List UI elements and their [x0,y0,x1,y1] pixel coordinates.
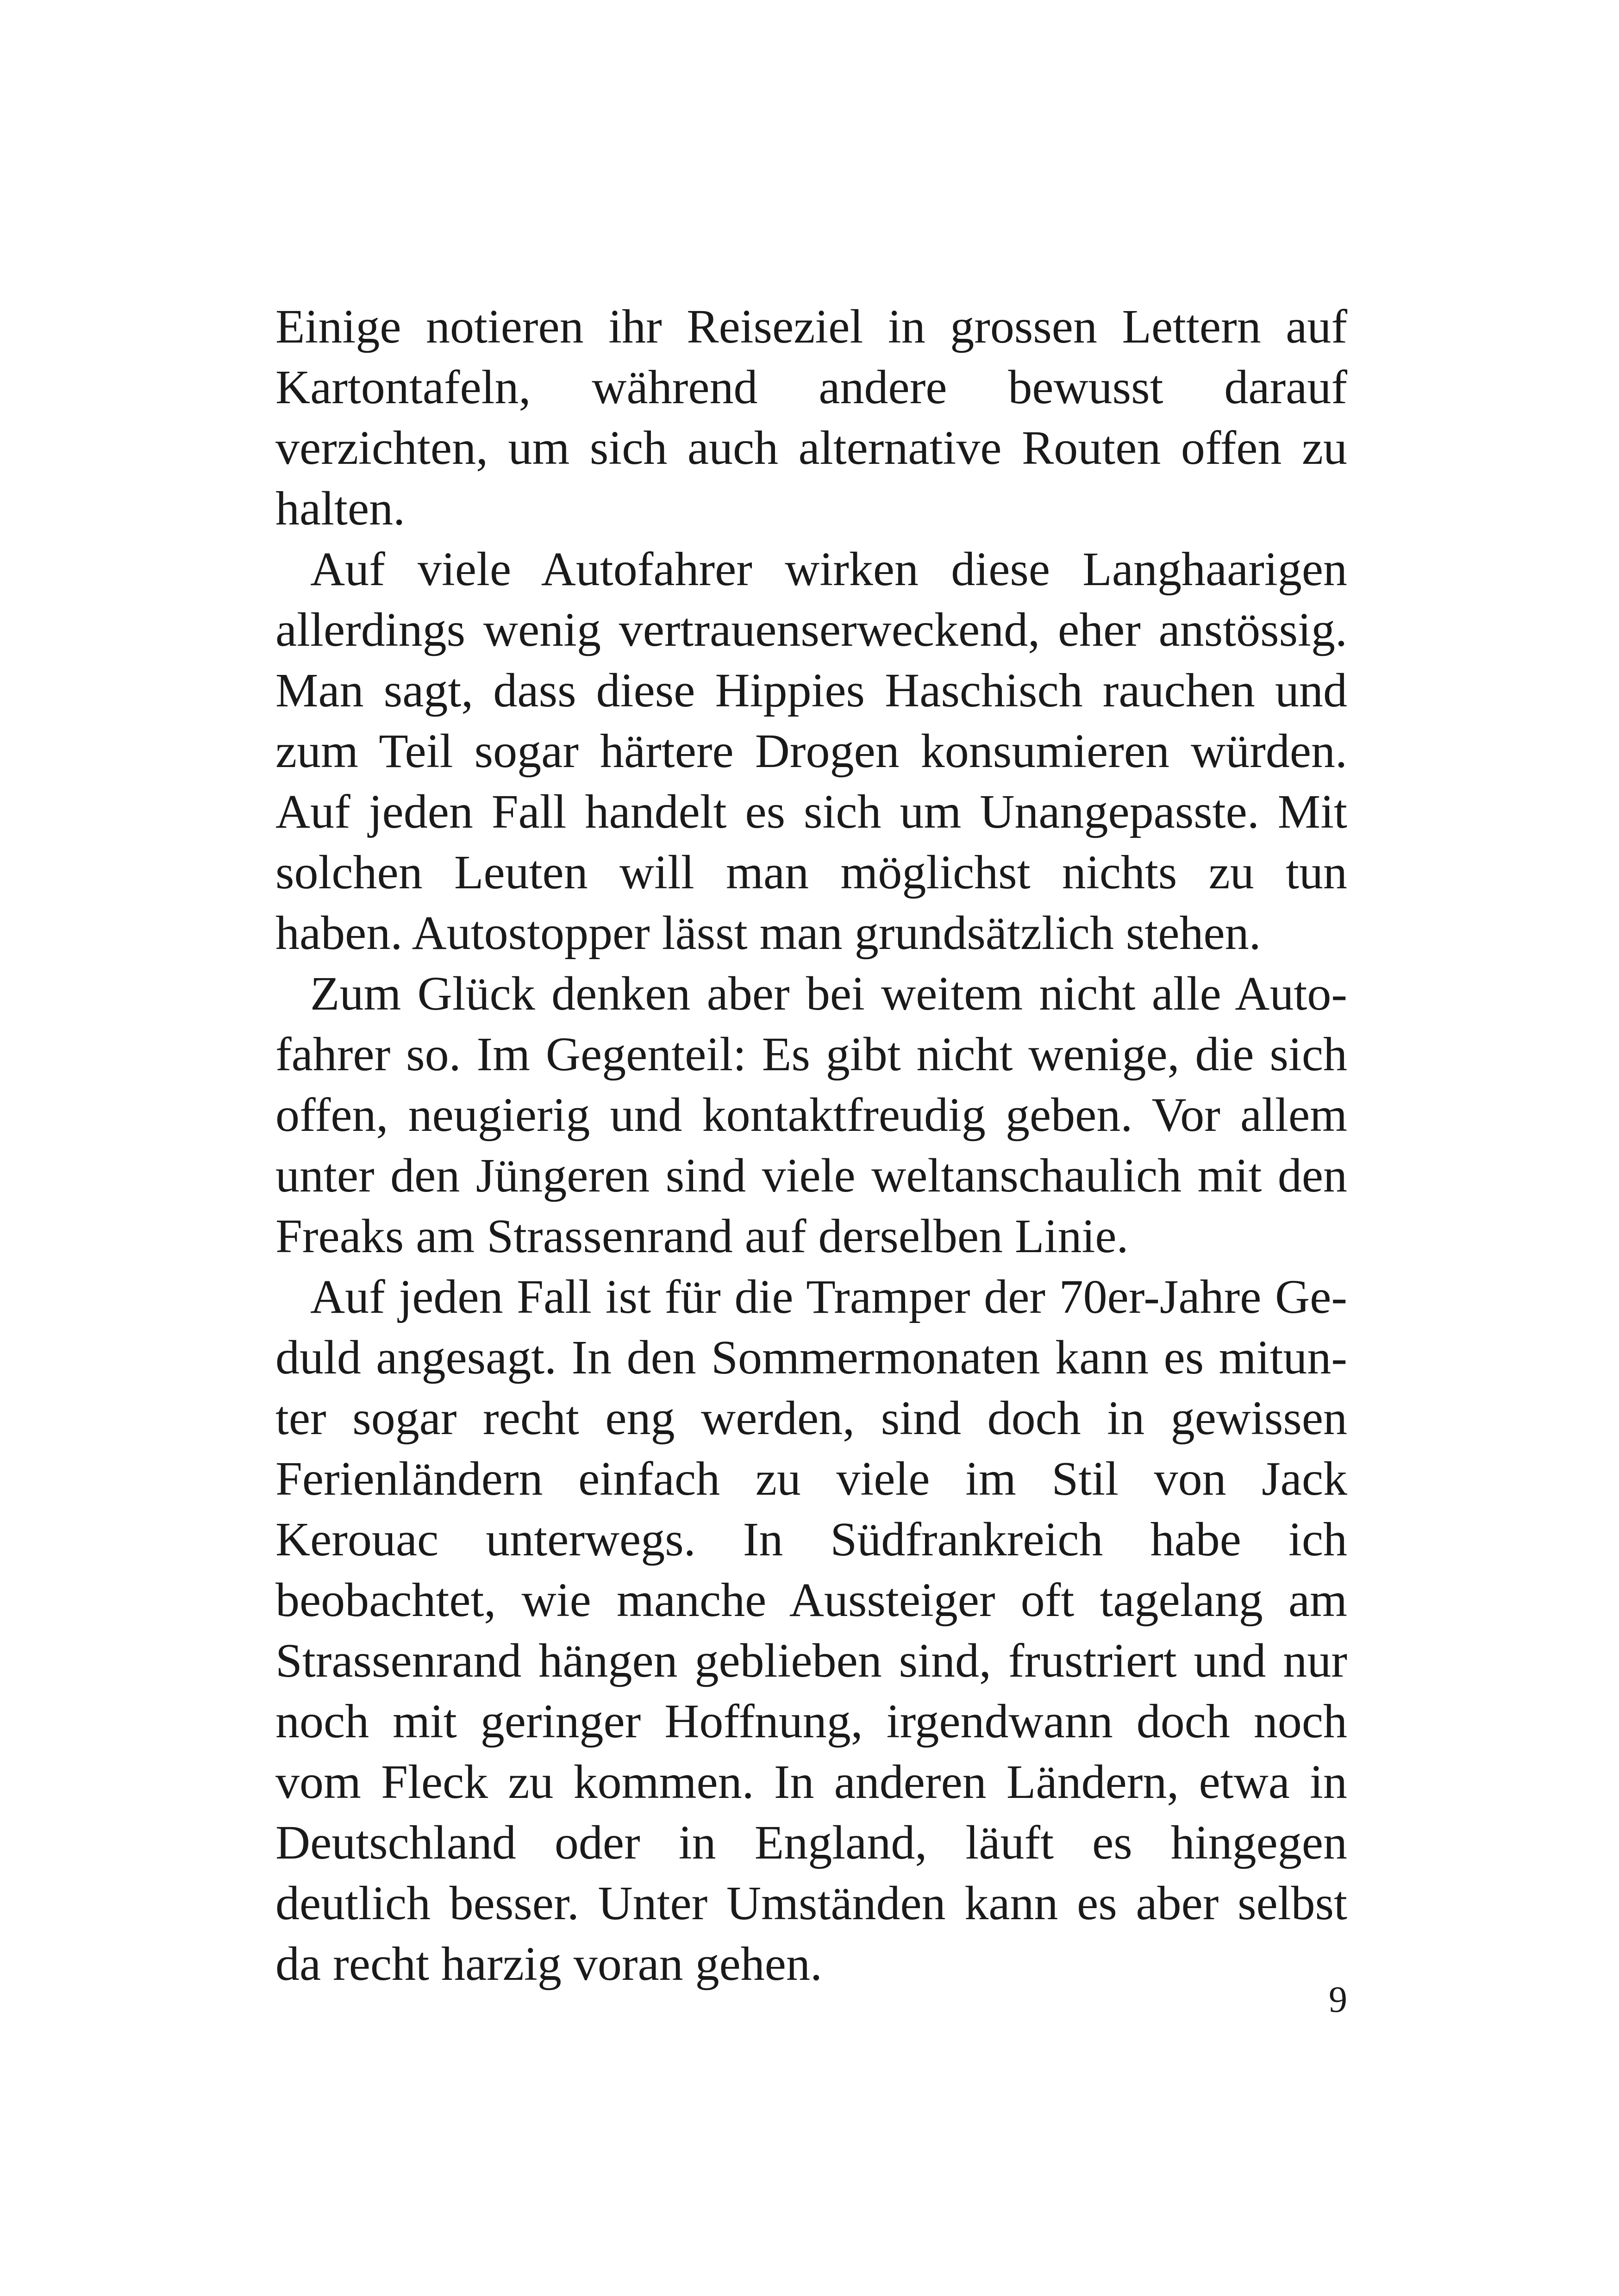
paragraph-3: Zum Glück denken aber bei weitem nicht alle Autofahrer so. Im Gegenteil: Es gibt nicht wenige, die sich offen, neugierig und kontaktfreudig geben. Vor allem unter den Jüngeren sind viele weltanschaulich mit den Freaks am Strassenrand auf derselben Linie. [275,967,1347,1263]
paragraph-1: Einige notieren ihr Reiseziel in grossen Lettern auf Kartontafeln, während andere bewusst darauf verzichten, um sich auch alternative Routen offen zu halten. [275,300,1347,535]
paragraph-2: Auf viele Autofahrer wirken diese Langhaarigen allerdings wenig vertrauenserweckend, eher anstössig. Man sagt, dass diese Hippies Haschisch rauchen und zum Teil sogar härtere Drogen konsumieren würden. Auf jeden Fall handelt es sich um Unangepasste. Mit solchen Leuten will man möglichst nichts zu tun haben. Autostopper lässt man grundsätzlich stehen. [275,543,1347,960]
body-text [275,296,1347,1994]
paragraph-4: Auf jeden Fall ist für die Tramper der 70er-Jahre Geduld angesagt. In den Sommermonaten kann es mitunter sogar recht eng werden, sind doch in gewissen Ferienländern einfach zu viele im Stil von Jack Kerouac unterwegs. In Südfrankreich habe ich beobachtet, wie manche Aussteiger oft tagelang am Strassenrand hängen geblieben sind, frustriert und nur noch mit geringer Hoffnung, irgendwann doch noch vom Fleck zu kommen. In anderen Ländern, etwa in Deutschland oder in England, läuft es hingegen deutlich besser. Unter Umständen kann es aber selbst da recht harzig voran gehen. [275,1270,1347,1990]
page-number: 9 [1329,1979,1347,2020]
